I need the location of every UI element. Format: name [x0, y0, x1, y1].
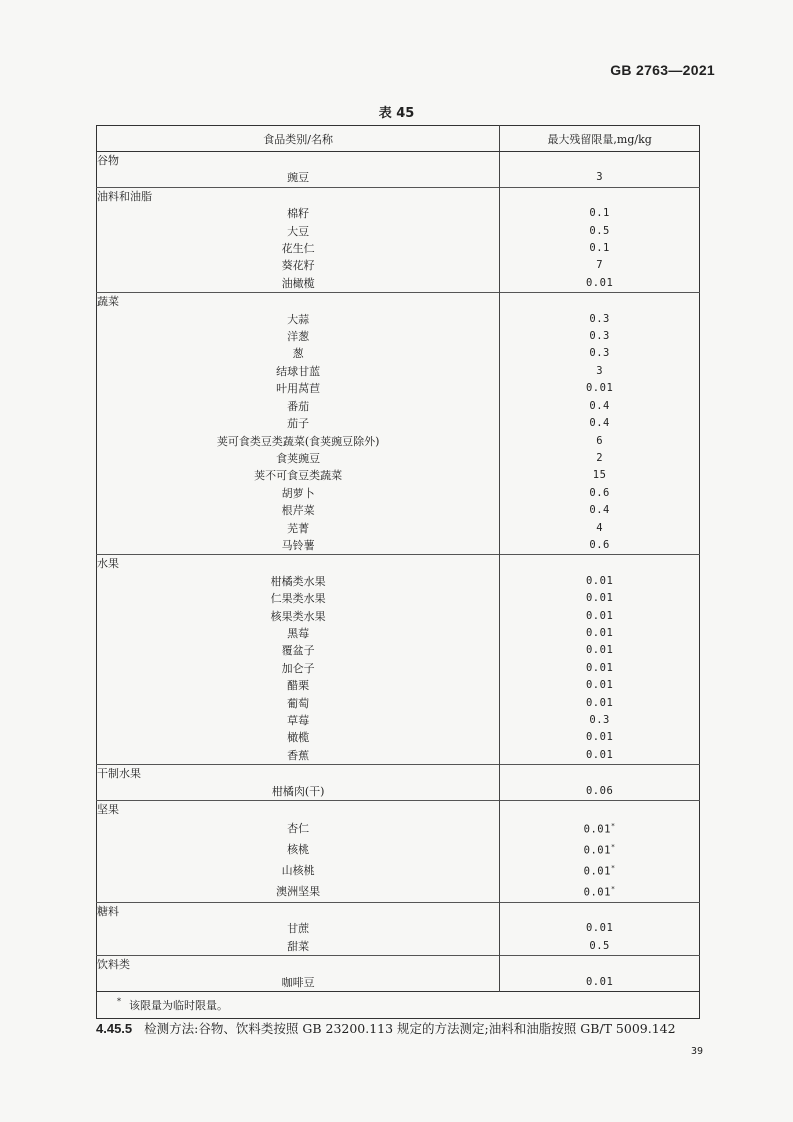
table-row — [97, 608, 700, 625]
mrl-value: 0.01 — [585, 748, 614, 761]
clause-text: 检测方法:谷物、饮料类按照 GB 23200.113 规定的方法测定;油料和油脂按照 GB/T 5009.142 — [144, 1021, 676, 1036]
category-label: 蔬菜 — [97, 293, 500, 311]
table-row — [97, 223, 700, 240]
mrl-value: 0.6 — [589, 486, 610, 499]
category-row — [97, 956, 700, 974]
food-name: 加仑子 — [97, 660, 500, 677]
category-value-cell — [500, 765, 700, 783]
food-name: 马铃薯 — [97, 537, 500, 555]
food-name: 大蒜 — [97, 311, 500, 328]
food-name: 甜菜 — [97, 938, 500, 956]
mrl-value: 4 — [596, 521, 604, 534]
food-name: 芜菁 — [97, 520, 500, 537]
table-row — [97, 573, 700, 590]
table-row — [97, 363, 700, 380]
mrl-value: 0.5 — [589, 224, 610, 237]
category-row — [97, 152, 700, 170]
table-row — [97, 712, 700, 729]
food-name: 花生仁 — [97, 240, 500, 257]
table-row — [97, 240, 700, 257]
category-row — [97, 765, 700, 783]
table-row — [97, 398, 700, 415]
footnote — [97, 992, 700, 1019]
mrl-value: 0.01 — [585, 574, 614, 587]
category-label: 油料和油脂 — [97, 187, 500, 205]
food-name: 番茄 — [97, 398, 500, 415]
footnote-text: 该限量为临时限量。 — [129, 999, 228, 1013]
table-row — [97, 881, 700, 902]
detection-method-clause — [96, 1019, 736, 1037]
table-row — [97, 860, 700, 881]
mrl-value: 0.6 — [589, 538, 610, 551]
category-label: 水果 — [97, 555, 500, 573]
standard-code: GB 2763—2021 — [610, 62, 715, 78]
provisional-mark: * — [610, 885, 616, 894]
mrl-value: 0.01* — [583, 822, 616, 836]
food-name: 叶用莴苣 — [97, 380, 500, 397]
mrl-value: 0.5 — [589, 939, 610, 952]
food-name: 核桃 — [97, 839, 500, 860]
mrl-value: 0.01 — [585, 609, 614, 622]
table-row — [97, 433, 700, 450]
mrl-value: 0.01 — [585, 644, 614, 657]
category-value-cell — [500, 903, 700, 921]
food-name: 杏仁 — [97, 818, 500, 839]
food-name: 胡萝卜 — [97, 485, 500, 502]
mrl-value: 2 — [596, 451, 604, 464]
food-name: 洋葱 — [97, 328, 500, 345]
table-row — [97, 747, 700, 765]
food-name: 醋栗 — [97, 677, 500, 694]
category-label: 坚果 — [97, 801, 500, 819]
mrl-value: 15 — [592, 469, 607, 482]
food-name: 葡萄 — [97, 695, 500, 712]
mrl-value: 0.06 — [585, 784, 614, 797]
mrl-value: 7 — [596, 259, 604, 272]
mrl-value: 0.01* — [583, 885, 616, 899]
mrl-value: 0.01 — [585, 276, 614, 289]
table-row — [97, 818, 700, 839]
table-row — [97, 729, 700, 746]
mrl-value: 0.01 — [585, 382, 614, 395]
mrl-value: 0.4 — [589, 399, 610, 412]
table-row — [97, 520, 700, 537]
mrl-value: 0.1 — [589, 207, 610, 220]
table-row — [97, 974, 700, 992]
table-row — [97, 590, 700, 607]
food-name: 葱 — [97, 345, 500, 362]
table-row — [97, 642, 700, 659]
mrl-value: 0.4 — [589, 417, 610, 430]
category-value-cell — [500, 187, 700, 205]
table-row — [97, 537, 700, 555]
table-row — [97, 450, 700, 467]
food-name: 甘蔗 — [97, 920, 500, 937]
food-name: 根芹菜 — [97, 502, 500, 519]
clause-number: 4.45.5 — [96, 1021, 133, 1036]
food-name: 覆盆子 — [97, 642, 500, 659]
category-row — [97, 801, 700, 819]
category-value-cell — [500, 801, 700, 819]
food-name: 荚可食类豆类蔬菜(食荚豌豆除外) — [97, 433, 500, 450]
category-label: 干制水果 — [97, 765, 500, 783]
food-name: 棉籽 — [97, 205, 500, 222]
table-row — [97, 169, 700, 187]
table-row — [97, 257, 700, 274]
category-row — [97, 555, 700, 573]
food-name: 茄子 — [97, 415, 500, 432]
mrl-value: 0.01 — [585, 731, 614, 744]
page-number: 39 — [690, 1046, 703, 1057]
table-row — [97, 415, 700, 432]
table-row — [97, 485, 700, 502]
food-name: 山核桃 — [97, 860, 500, 881]
table-row — [97, 938, 700, 956]
table-row — [97, 839, 700, 860]
table-row — [97, 467, 700, 484]
food-name: 澳洲坚果 — [97, 881, 500, 902]
food-name: 咖啡豆 — [97, 974, 500, 992]
table-row — [97, 660, 700, 677]
mrl-value: 0.01 — [585, 661, 614, 674]
table-row — [97, 328, 700, 345]
food-name: 橄榄 — [97, 729, 500, 746]
mrl-value: 0.01 — [585, 592, 614, 605]
mrl-value: 0.01 — [585, 696, 614, 709]
food-name: 黑莓 — [97, 625, 500, 642]
category-row — [97, 293, 700, 311]
category-label: 糖料 — [97, 903, 500, 921]
category-row — [97, 903, 700, 921]
food-name: 食荚豌豆 — [97, 450, 500, 467]
category-label: 饮料类 — [97, 956, 500, 974]
table-row — [97, 311, 700, 328]
food-name: 核果类水果 — [97, 608, 500, 625]
table-row — [97, 205, 700, 222]
provisional-mark: * — [610, 822, 616, 831]
table-row — [97, 920, 700, 937]
food-name: 草莓 — [97, 712, 500, 729]
table-row — [97, 502, 700, 519]
table-row — [97, 380, 700, 397]
mrl-value: 0.1 — [589, 242, 610, 255]
food-name: 柑橘肉(干) — [97, 783, 500, 801]
mrl-value: 6 — [596, 434, 604, 447]
mrl-value: 0.01* — [583, 864, 616, 878]
mrl-value: 0.01 — [585, 626, 614, 639]
food-name: 荚不可食豆类蔬菜 — [97, 467, 500, 484]
category-label: 谷物 — [97, 152, 500, 170]
provisional-mark: * — [610, 843, 616, 852]
column-header-name: 食品类别/名称 — [97, 126, 500, 152]
mrl-value: 0.4 — [589, 504, 610, 517]
category-value-cell — [500, 293, 700, 311]
provisional-mark: * — [610, 864, 616, 873]
category-value-cell — [500, 152, 700, 170]
food-name: 大豆 — [97, 223, 500, 240]
mrl-value: 0.3 — [589, 714, 610, 726]
food-name: 柑橘类水果 — [97, 573, 500, 590]
category-row — [97, 187, 700, 205]
category-value-cell — [500, 555, 700, 573]
table-row — [97, 677, 700, 694]
table-title: 表 45 — [378, 106, 415, 121]
food-name: 油橄榄 — [97, 275, 500, 293]
mrl-value: 0.01 — [585, 679, 614, 692]
food-name: 豌豆 — [97, 169, 500, 187]
column-header-value: 最大残留限量,mg/kg — [500, 126, 700, 152]
mrl-value: 0.01* — [583, 843, 616, 857]
table-row — [97, 345, 700, 362]
mrl-value: 3 — [596, 364, 604, 377]
mrl-value: 0.01 — [585, 922, 614, 935]
footnote-mark: * — [117, 997, 121, 1007]
table-row — [97, 783, 700, 801]
mrl-value: 0.3 — [589, 347, 610, 360]
table-row — [97, 695, 700, 712]
footnote-row — [97, 992, 700, 1019]
table-row — [97, 625, 700, 642]
food-name: 葵花籽 — [97, 257, 500, 274]
food-name: 结球甘蓝 — [97, 363, 500, 380]
table-row — [97, 275, 700, 293]
mrl-value: 3 — [596, 171, 604, 184]
food-name: 仁果类水果 — [97, 590, 500, 607]
food-name: 香蕉 — [97, 747, 500, 765]
table-body — [97, 152, 700, 992]
residue-limit-table — [96, 125, 700, 1019]
mrl-value: 0.3 — [589, 312, 610, 325]
mrl-value: 0.01 — [585, 975, 614, 988]
category-value-cell — [500, 956, 700, 974]
mrl-value: 0.3 — [589, 330, 610, 343]
